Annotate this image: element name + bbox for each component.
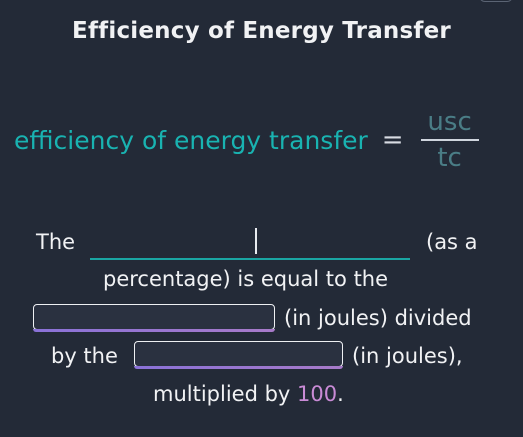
fraction-numerator: usc <box>427 107 472 137</box>
fraction-denominator: tc <box>437 143 462 173</box>
sentence-percentage: percentage) is equal to the <box>103 267 389 291</box>
equals-sign: = <box>381 125 404 155</box>
answer-blank-1[interactable] <box>90 258 410 260</box>
formula-lhs: efficiency of energy transfer <box>14 125 368 155</box>
answer-box-2[interactable] <box>33 304 275 330</box>
formula-fraction <box>420 107 480 173</box>
page-title: Efficiency of Energy Transfer <box>72 18 451 44</box>
number-100: 100 <box>297 382 338 406</box>
overflow-fade <box>505 100 523 180</box>
fraction-bar <box>421 139 479 141</box>
formula <box>14 100 523 180</box>
text-caret <box>255 228 257 254</box>
sentence-multiplied <box>153 382 344 406</box>
sentence-the: The <box>36 230 76 254</box>
top-pill-control <box>479 0 513 2</box>
answer-box-3[interactable] <box>134 341 343 367</box>
sentence-by-the: by the <box>51 344 118 368</box>
sentence-in-joules: (in joules), <box>352 344 463 368</box>
multiplied-text: multiplied by <box>153 382 291 406</box>
sentence-in-joules-divided: (in joules) divided <box>284 306 472 330</box>
period: . <box>337 382 344 406</box>
sentence-as-a: (as a <box>426 230 478 254</box>
